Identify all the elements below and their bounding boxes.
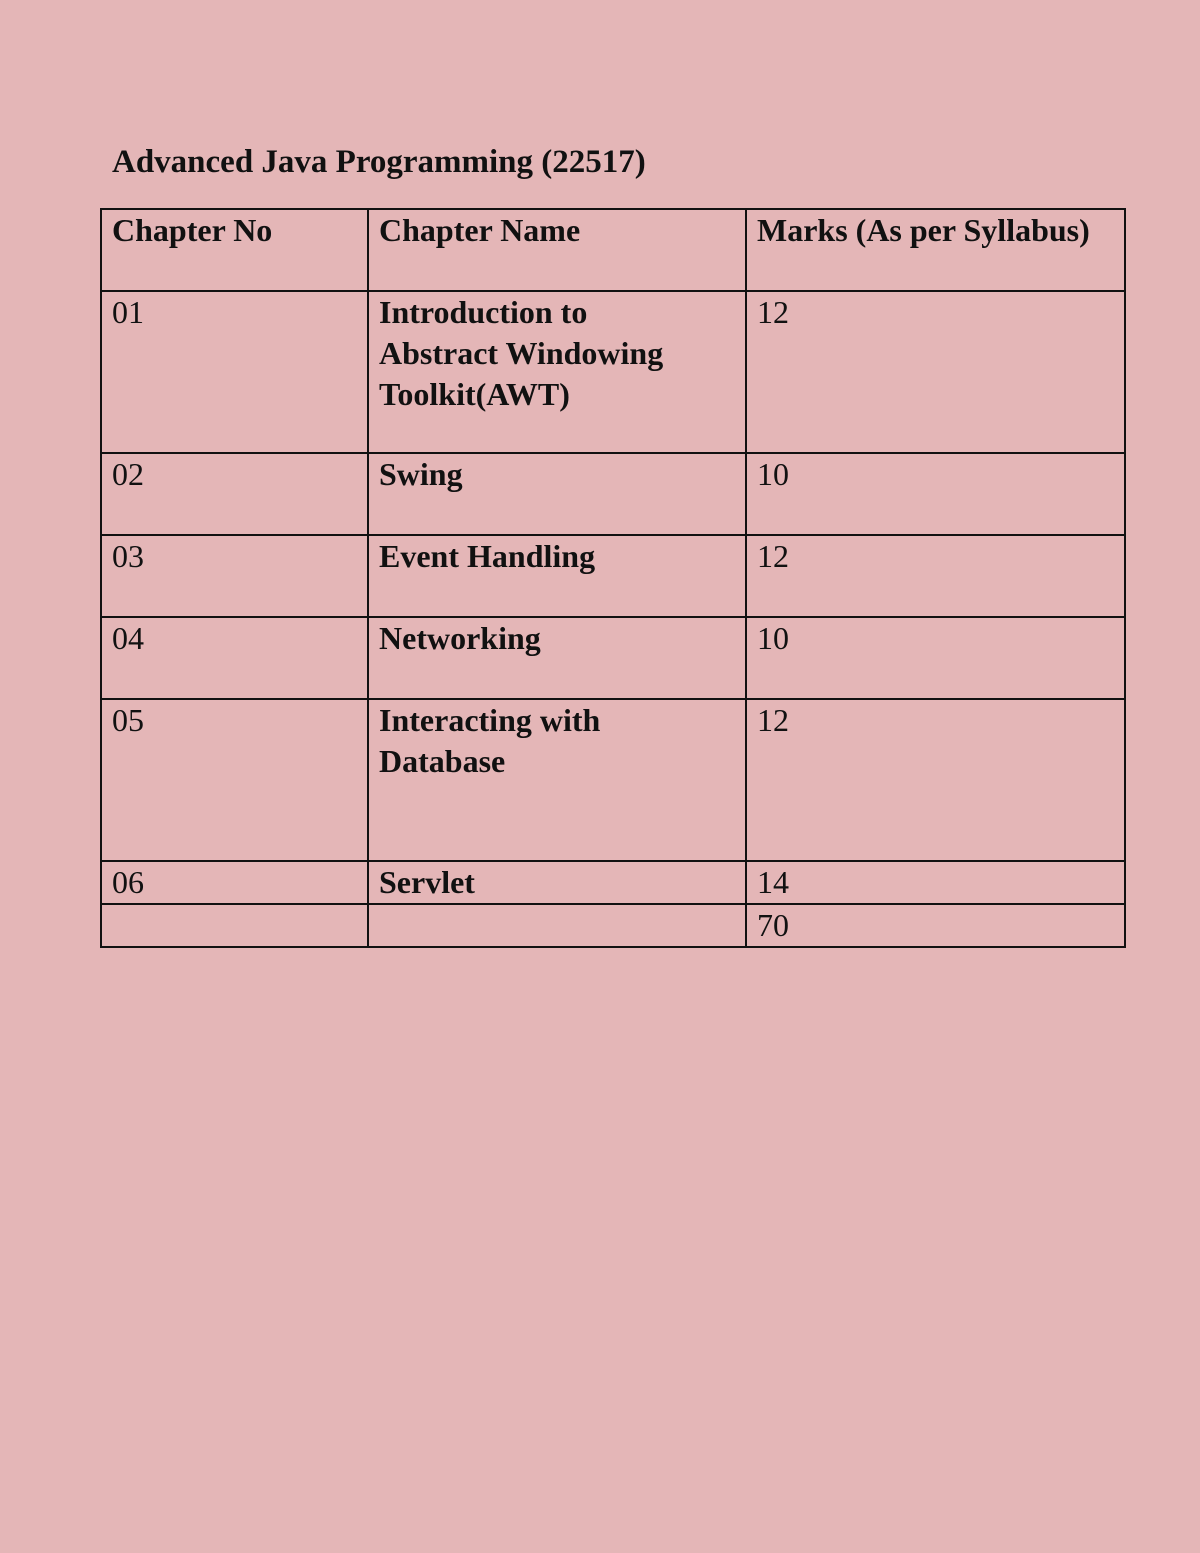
header-marks: Marks (As per Syllabus) <box>746 209 1125 291</box>
chapter-name-cell: Swing <box>368 453 746 535</box>
chapter-name-cell: Networking <box>368 617 746 699</box>
marks-cell: 12 <box>746 291 1125 453</box>
chapter-no-cell: 06 <box>101 861 368 904</box>
table-row <box>101 291 1125 453</box>
table-row <box>101 453 1125 535</box>
empty-cell <box>368 904 746 947</box>
chapter-name-cell: Introduction to Abstract Windowing Toolkit(AWT) <box>368 291 746 453</box>
empty-cell <box>101 904 368 947</box>
total-row <box>101 904 1125 947</box>
syllabus-table <box>100 208 1126 948</box>
chapter-name-cell: Servlet <box>368 861 746 904</box>
marks-cell: 10 <box>746 617 1125 699</box>
chapter-name-cell: Interacting with Database <box>368 699 746 861</box>
table-row <box>101 699 1125 861</box>
marks-cell: 12 <box>746 699 1125 861</box>
table-row <box>101 861 1125 904</box>
total-marks-cell: 70 <box>746 904 1125 947</box>
marks-cell: 12 <box>746 535 1125 617</box>
chapter-no-cell: 02 <box>101 453 368 535</box>
header-chapter-name: Chapter Name <box>368 209 746 291</box>
table-row <box>101 617 1125 699</box>
chapter-no-cell: 05 <box>101 699 368 861</box>
header-chapter-no: Chapter No <box>101 209 368 291</box>
marks-cell: 14 <box>746 861 1125 904</box>
table-header-row <box>101 209 1125 291</box>
chapter-no-cell: 01 <box>101 291 368 453</box>
document-title: Advanced Java Programming (22517) <box>112 144 646 180</box>
marks-cell: 10 <box>746 453 1125 535</box>
chapter-no-cell: 04 <box>101 617 368 699</box>
table-row <box>101 535 1125 617</box>
chapter-no-cell: 03 <box>101 535 368 617</box>
chapter-name-cell: Event Handling <box>368 535 746 617</box>
